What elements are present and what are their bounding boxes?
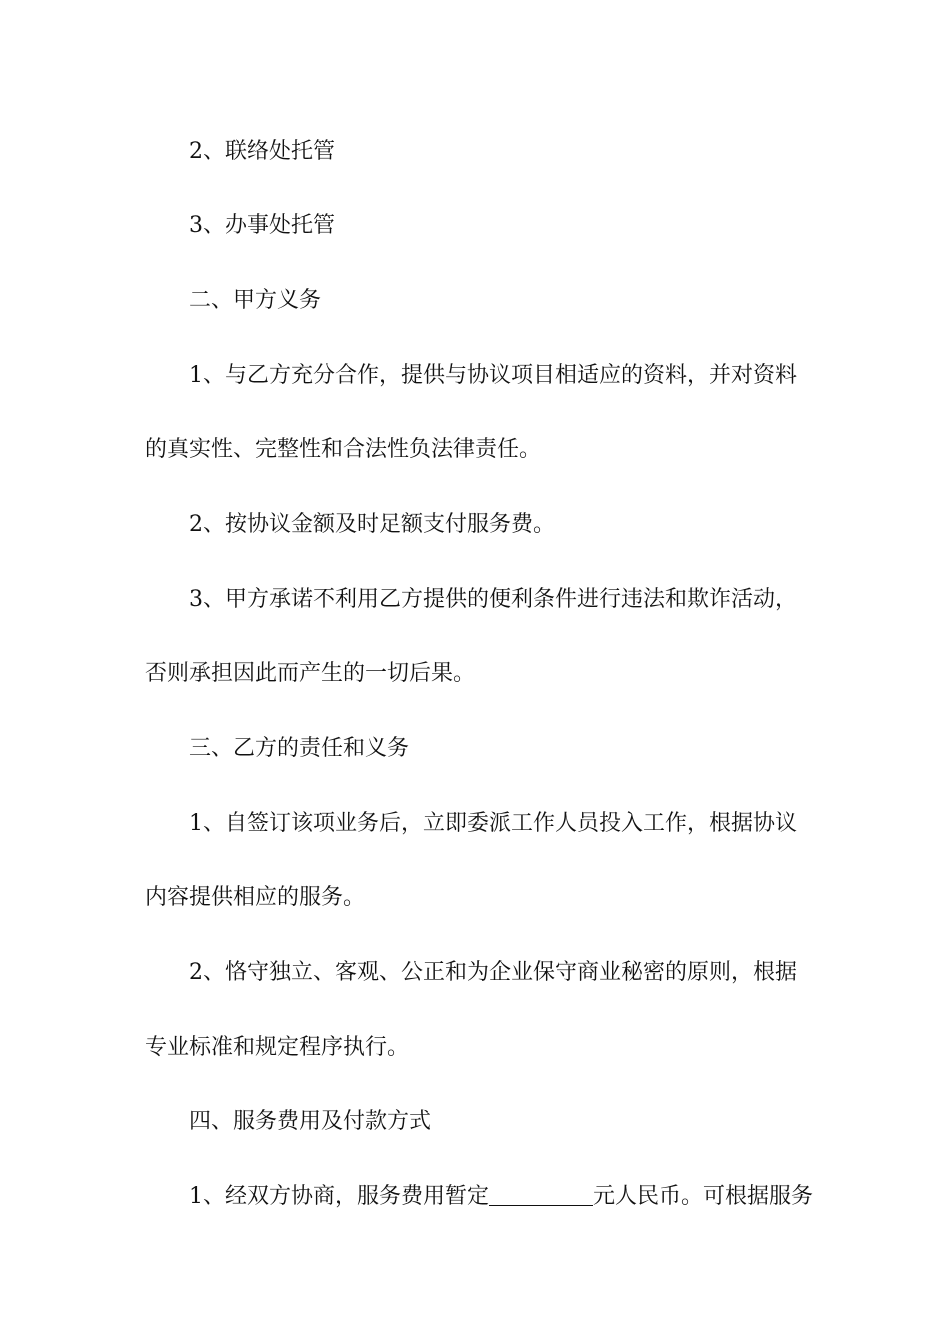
party-a-clause-1-line-1: 1、与乙方充分合作，提供与协议项目相适应的资料，并对资料 [189, 363, 797, 388]
fees-clause-text-after: 元人民币。可根据服务 [593, 1184, 814, 1209]
item-liaison-office-hosting: 2、联络处托管 [189, 139, 335, 164]
section-heading-party-b-duties: 三、乙方的责任和义务 [189, 736, 410, 761]
section-heading-fees-payment: 四、服务费用及付款方式 [189, 1109, 432, 1134]
party-a-clause-3-line-1: 3、甲方承诺不利用乙方提供的便利条件进行违法和欺诈活动， [189, 587, 797, 612]
party-a-clause-2: 2、按协议金额及时足额支付服务费。 [189, 512, 555, 537]
party-b-clause-1-line-1: 1、自签订该项业务后，立即委派工作人员投入工作，根据协议 [189, 811, 797, 836]
party-a-clause-1-line-2: 的真实性、完整性和合法性负法律责任。 [145, 437, 542, 462]
party-b-clause-2-line-2: 专业标准和规定程序执行。 [145, 1035, 410, 1060]
party-a-clause-3-line-2: 否则承担因此而产生的一切后果。 [145, 661, 476, 686]
item-office-hosting: 3、办事处托管 [189, 213, 335, 238]
fee-amount-blank [489, 1183, 593, 1206]
fees-clause-text-before: 1、经双方协商，服务费用暂定 [189, 1184, 489, 1209]
party-b-clause-1-line-2: 内容提供相应的服务。 [145, 885, 366, 910]
section-heading-party-a-obligations: 二、甲方义务 [189, 288, 322, 313]
party-b-clause-2-line-1: 2、恪守独立、客观、公正和为企业保守商业秘密的原则，根据 [189, 960, 797, 985]
fees-clause-1-line-1 [189, 1182, 859, 1212]
